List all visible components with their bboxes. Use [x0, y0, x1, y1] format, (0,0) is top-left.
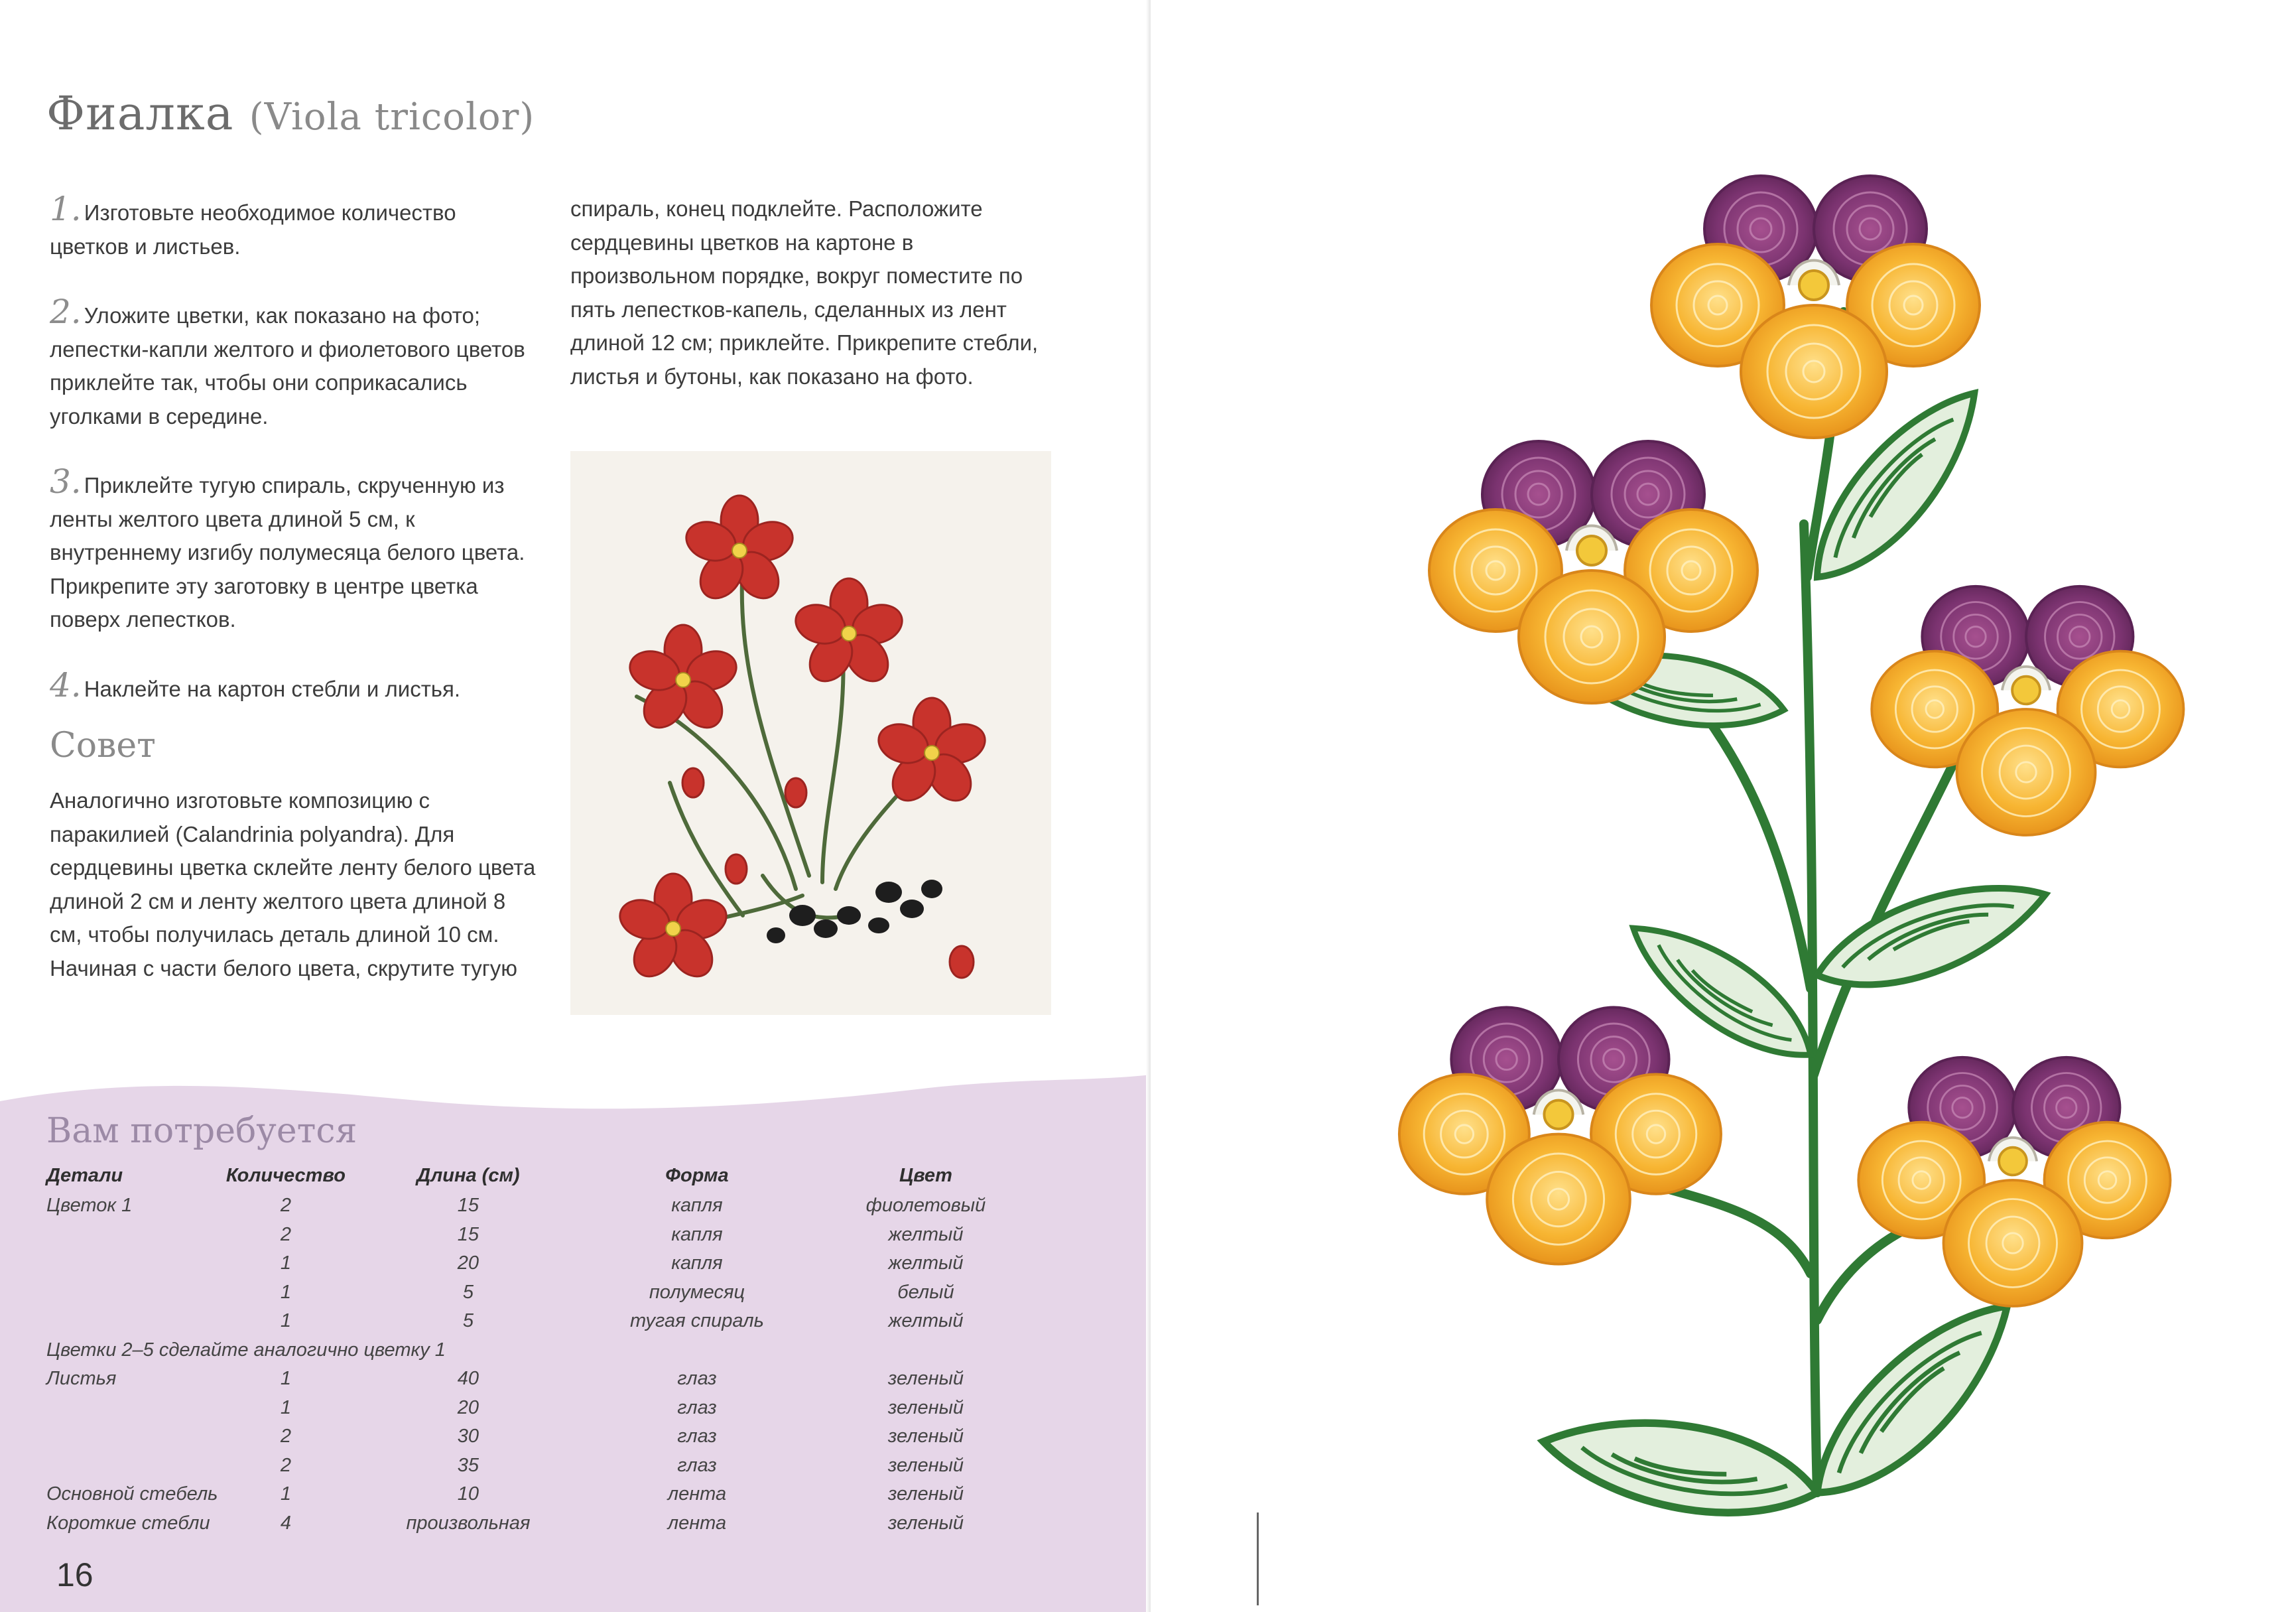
cell-shape: глаз: [677, 1396, 717, 1418]
cell-quantity: 1: [280, 1396, 291, 1418]
cell-details: [46, 1249, 218, 1278]
col-header-shape: Форма: [665, 1164, 729, 1186]
cell-length: 30: [457, 1426, 479, 1447]
cell-quantity: 1: [280, 1368, 291, 1390]
page-title: [46, 86, 535, 141]
cell-details: [46, 1451, 218, 1481]
step-2: [50, 295, 541, 433]
table-note-row: [46, 1336, 1040, 1365]
cell-details: [46, 1221, 218, 1250]
advice-continuation: спираль, конец подклейте. Расположите сердцевины цветков на картоне в произвольном порядке, вокруг поместите по пять лепестков-капель, сделанных из лент длиной 12 см; приклейте. Прикрепите стебли, листья и бутоны, как показано на фото.: [570, 196, 1039, 389]
cell-details: [46, 1307, 218, 1336]
page-number: 16: [56, 1556, 94, 1593]
title-latin: (Viola tricolor): [249, 96, 535, 139]
cell-quantity: 2: [280, 1426, 291, 1447]
advice-text: Аналогично изготовьте композицию с паракилией (Calandrinia polyandra). Для сердцевины цветка склейте ленту белого цвета длиной 2 см и ленту желтого цвета длиной 8 см, чтобы получилась деталь длиной 10 см. Начиная с части белого цвета, скрутите тугую: [50, 788, 536, 980]
table-row: [46, 1365, 1040, 1394]
scan-mark: [1257, 1512, 1259, 1605]
table-row: [46, 1394, 1040, 1423]
step-4: [50, 665, 541, 706]
col-header-quantity: Количество: [225, 1164, 346, 1186]
cell-color: зеленый: [887, 1512, 964, 1534]
step-3: [50, 462, 541, 637]
cell-length: 15: [457, 1223, 479, 1245]
step-4-text: Наклейте на картон стебли и листья.: [84, 676, 461, 701]
cell-details: Листья: [46, 1368, 117, 1390]
cell-quantity: 2: [280, 1454, 291, 1476]
table-row: [46, 1278, 1040, 1308]
step-1-text: Изготовьте необходимое количество цветков и листьев.: [50, 200, 456, 259]
red-flowers-illustration: [570, 451, 1051, 1015]
cell-details: [46, 1422, 218, 1451]
cell-quantity: 4: [280, 1512, 291, 1534]
materials-table: [46, 1160, 1040, 1538]
cell-details: [46, 1394, 218, 1423]
cell-color: фиолетовый: [865, 1195, 986, 1217]
materials-heading: Вам потребуется: [46, 1111, 357, 1151]
cell-shape: капля: [671, 1223, 723, 1245]
table-row: [46, 1249, 1040, 1278]
cell-shape: капля: [671, 1252, 723, 1274]
instructions-column-2: [570, 192, 1054, 425]
cell-shape: лента: [667, 1483, 727, 1505]
cell-shape: полумесяц: [649, 1281, 745, 1303]
table-row: [46, 1509, 1040, 1538]
step-3-number: 3.: [50, 462, 82, 501]
step-4-number: 4.: [50, 665, 82, 705]
cell-quantity: 1: [280, 1310, 291, 1332]
col-header-details: Детали: [46, 1164, 123, 1186]
table-note: Цветки 2–5 сделайте аналогично цветку 1: [46, 1339, 446, 1361]
cell-color: зеленый: [887, 1396, 964, 1418]
example-photo: [570, 451, 1051, 1015]
cell-shape: капля: [671, 1195, 723, 1217]
cell-color: зеленый: [887, 1368, 964, 1390]
cell-shape: глаз: [677, 1426, 717, 1447]
cell-details: Цветок 1: [46, 1195, 133, 1217]
step-2-text: Уложите цветки, как показано на фото; лепестки-капли желтого и фиолетового цветов приклейте так, чтобы они соприкасались уголками в середине.: [50, 303, 525, 429]
cell-quantity: 1: [280, 1252, 291, 1274]
cell-shape: глаз: [677, 1454, 717, 1476]
cell-color: зеленый: [887, 1454, 964, 1476]
cell-color: зеленый: [887, 1426, 964, 1447]
step-1: [50, 192, 541, 263]
cell-quantity: 1: [280, 1281, 291, 1303]
pansy-quilling-illustration: [1353, 113, 2202, 1526]
table-row: [46, 1307, 1040, 1336]
cell-length: 5: [462, 1310, 474, 1332]
advice-heading: Совет: [50, 726, 156, 766]
cell-shape: глаз: [677, 1368, 717, 1390]
cell-details: [46, 1278, 218, 1308]
cell-length: 5: [462, 1281, 474, 1303]
cell-quantity: 1: [280, 1483, 291, 1505]
cell-length: 15: [457, 1195, 479, 1217]
cell-length: 20: [457, 1396, 479, 1418]
col-header-color: Цвет: [899, 1164, 952, 1186]
cell-quantity: 2: [280, 1195, 291, 1217]
title-main: Фиалка: [46, 86, 234, 141]
cell-quantity: 2: [280, 1223, 291, 1245]
step-2-number: 2.: [50, 293, 82, 331]
step-1-number: 1.: [50, 190, 82, 228]
cell-length: 35: [457, 1454, 479, 1476]
cell-length: 10: [457, 1483, 479, 1505]
table-row: [46, 1221, 1040, 1250]
step-3-text: Приклейте тугую спираль, скрученную из ленты желтого цвета длиной 5 см, к внутреннему изгибу полумесяца белого цвета. Прикрепите эту заготовку в центре цветка поверх лепестков.: [50, 473, 525, 632]
materials-header-row: [46, 1160, 1040, 1191]
cell-color: желтый: [888, 1310, 964, 1332]
table-row: [46, 1451, 1040, 1481]
cell-shape: лента: [667, 1512, 727, 1534]
col-header-length: Длина (см): [416, 1164, 520, 1186]
cell-length: произвольная: [406, 1512, 531, 1534]
cell-length: 20: [457, 1252, 479, 1274]
cell-details: Основной стебель: [46, 1483, 218, 1505]
cell-color: желтый: [888, 1223, 964, 1245]
cell-color: белый: [897, 1281, 954, 1303]
table-row: [46, 1422, 1040, 1451]
cell-shape: тугая спираль: [630, 1310, 764, 1332]
cell-length: 40: [457, 1368, 479, 1390]
cell-color: зеленый: [887, 1483, 964, 1505]
table-row: [46, 1191, 1040, 1221]
cell-color: желтый: [888, 1252, 964, 1274]
table-row: [46, 1480, 1040, 1509]
cell-details: Короткие стебли: [46, 1512, 210, 1534]
instructions-column-1: [50, 192, 541, 1017]
